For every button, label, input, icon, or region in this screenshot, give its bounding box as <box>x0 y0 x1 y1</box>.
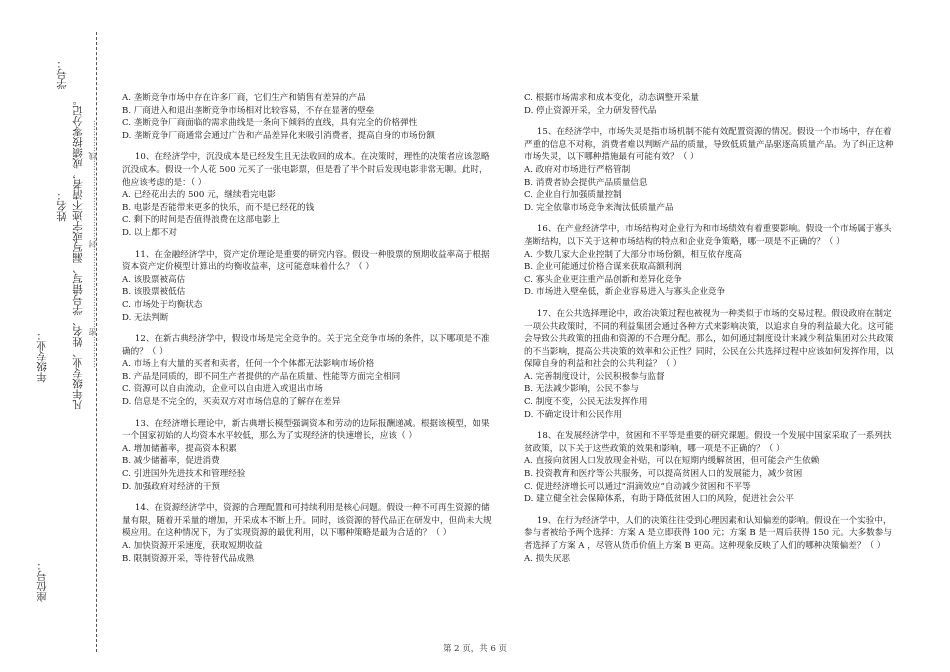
option: D. 不确定设计和公民作用 <box>524 409 622 420</box>
option: B. 企业可能通过价格合谋来获取高额利润 <box>524 262 682 273</box>
option: C. 资源可以自由流动，企业可以自由进入或退出市场 <box>122 384 323 395</box>
option: C. 根据市场需求和成本变化，动态调整开采量 <box>524 93 700 103</box>
binding-margin <box>0 0 120 672</box>
option: A. 政府对市场进行严格管制 <box>524 164 631 175</box>
question-10 <box>122 151 494 239</box>
binding-instruction: 凡年级专业、姓名、学号错写、漏写或字迹不清者，成绩按零分记。 <box>72 95 84 410</box>
option: A. 直接向贫困人口发放现金补贴，可以在短期内缓解贫困，但可能会产生依赖 <box>524 456 820 467</box>
option: D. 无法判断 <box>122 312 169 323</box>
left-column <box>122 92 494 574</box>
option: D. 完全依靠市场竞争来淘汰低质量产品 <box>524 202 674 213</box>
option: C. 寡头企业更注重产品创新和差异化竞争 <box>524 274 682 285</box>
question-stem: 13、在经济增长理论中，新古典增长模型强调资本和劳动的边际报酬递减。根据该模型，如果一个国家初始的人均资本水平较低，那么为了实现经济的快速增长，应该（ ） <box>122 418 490 442</box>
option: C. 引进国外先进技术和管理经验 <box>122 469 246 480</box>
option: C. 制度不变，公民无法发挥作用 <box>524 397 648 408</box>
question-stem: 19、在行为经济学中，人们的决策往往受到心理因素和认知偏差的影响。假设在一个实验中，参与者被给予两个选择：方案 A 是立即获得 100 元；方案 B 是一周后获得 150 元。大多数参与者选择了方案 A ，尽管从货币价值上方案 B 更高。这种现象反映了人们的哪种决策偏差？（ ） <box>524 515 892 551</box>
option: A. 少数几家大企业控制了大部分市场份额，相互依存度高 <box>524 249 742 260</box>
question-13 <box>122 418 494 494</box>
right-column <box>524 92 898 574</box>
option: A. 加快资源开采速度，获取短期收益 <box>122 541 263 551</box>
option: C. 市场处于均衡状态 <box>122 299 203 310</box>
option: A. 垄断竞争市场中存在许多厂商，它们生产和销售有差异的产品 <box>122 93 366 103</box>
question-14 <box>122 502 494 565</box>
option: B. 电影是否能带来更多的快乐，而不是已经花的钱 <box>122 202 315 213</box>
option: D. 市场进入壁垒低，新企业容易进入与寡头企业竞争 <box>524 287 726 298</box>
grade-major-label: 年级专业： <box>36 330 48 383</box>
option: B. 减少储蓄率，促进消费 <box>122 456 220 467</box>
question-stem: 17、在公共选择理论中，政治决策过程也被视为一种类似于市场的交易过程。假设政府在制定一项公共政策时，不同的利益集团会通过各种方式来影响决策，以追求自身的利益最大化。这可能会导致公共政策的扭曲和资源的不合理分配。那么，如何通过制度设计来减少利益集团对公共政策的不当影响，提高公共决策的效率和公正性？同时，公民在公共选择过程中应该如何发挥作用，以保障自身的利益和社会的公共利益？（ ） <box>524 308 894 370</box>
question-stem: 16、在产业经济学中，市场结构对企业行为和市场绩效有着重要影响。假设一个市场属于寡头垄断结构，以下关于这种市场结构的特点和企业竞争策略，哪一项是不正确的？（ ） <box>524 224 892 247</box>
option: A. 该股票被高估 <box>122 274 186 285</box>
question-stem: 11、在金融经济学中，资产定价理论是重要的研究内容。假设一种股票的预期收益率高于根据资本资产定价模型计算出的均衡收益率，这可能意味着什么？（ ） <box>122 249 490 273</box>
option: C. 企业自行加强质量控制 <box>524 190 622 201</box>
question-12 <box>122 333 494 409</box>
option: A. 完善制度设计，公民积极参与监督 <box>524 371 665 382</box>
question-15 <box>524 126 898 214</box>
option: B. 该股票被低估 <box>122 287 186 298</box>
option: B. 限制资源开采，等待替代品成熟 <box>122 553 255 564</box>
question-stem: 12、在新古典经济学中，假设市场是完全竞争的。关于完全竞争市场的条件，以下哪项是不准确的？（ ） <box>122 334 490 357</box>
option: A. 增加储蓄率，提高资本积累 <box>122 443 237 454</box>
option: C. 促进经济增长可以通过“涓滴效应”自动减少贫困和不平等 <box>524 481 751 492</box>
question-stem: 10、在经济学中，沉没成本是已经发生且无法收回的成本。在决策时，理性的决策者应该忽略沉没成本。假设一个人花 500 元买了一张电影票，但是看了半个时后发现电影非常无聊。此时，他应该考虑的是：（ ） <box>122 152 490 188</box>
page-number: 第 2 页，共 6 页 <box>442 644 508 654</box>
option: A. 损失厌恶 <box>524 553 571 564</box>
seat-label: 座位号： <box>36 560 48 602</box>
question-14-options-continued <box>524 92 898 117</box>
question-18 <box>524 430 898 506</box>
option: A. 已经花出去的 500 元，继续看完电影 <box>122 190 276 201</box>
option: B. 投资教育和医疗等公共服务，可以提高贫困人口的发展能力，减少贫困 <box>524 469 803 480</box>
student-id-label: 学号： <box>56 58 68 90</box>
question-stem: 14、在资源经济学中，资源的合理配置和可持续利用是核心问题。假设一种不可再生资源的储量有限，随着开采量的增加，开采成本不断上升。同时，该资源的替代品正在研发中，但尚未大规模应用。在这种情况下，为了实现资源的最优利用，以下哪种策略是最为合适的？（ ） <box>122 503 492 539</box>
option: D. 垄断竞争厂商通常会通过广告和产品差异化来吸引消费者，提高自身的市场份额 <box>122 130 435 141</box>
option: B. 无法减少影响，公民不参与 <box>524 384 639 395</box>
seal-line-text: …………密…………………………封…………………………线………… <box>88 120 97 368</box>
option: D. 信息是不完全的，买卖双方对市场信息的了解存在差异 <box>122 397 341 408</box>
option: A. 市场上有大量的买者和卖者，任何一个个体都无法影响市场价格 <box>122 359 375 370</box>
option: C. 剩下的时间是否值得浪费在这部电影上 <box>122 215 280 226</box>
option: D. 建立健全社会保障体系，有助于降低贫困人口的风险，促进社会公平 <box>524 494 794 505</box>
option: B. 厂商进入和退出垄断竞争市场相对比较容易，不存在显著的壁垒 <box>122 105 375 116</box>
question-16 <box>524 223 898 299</box>
option: D. 停止资源开采，全力研发替代品 <box>524 105 657 116</box>
option: B. 消费者协会提供产品质量信息 <box>524 177 648 188</box>
name-label: 姓名： <box>56 190 68 222</box>
option: B. 产品是同质的，即不同生产者提供的产品在质量、性能等方面完全相同 <box>122 371 401 382</box>
question-9-options <box>122 92 494 142</box>
question-19 <box>524 515 898 565</box>
option: D. 加强政府对经济的干预 <box>122 481 220 492</box>
question-17 <box>524 308 898 421</box>
question-stem: 18、在发展经济学中，贫困和不平等是重要的研究课题。假设一个发展中国家采取了一系列扶贫政策，以下关于这些政策的效果和影响，哪一项是不正确的？（ ） <box>524 431 892 454</box>
option: C. 垄断竞争厂商面临的需求曲线是一条向下倾斜的直线，具有完全的价格弹性 <box>122 118 418 129</box>
question-11 <box>122 249 494 325</box>
option: D. 以上都不对 <box>122 227 178 238</box>
question-stem: 15、在经济学中，市场失灵是指市场机制不能有效配置资源的情况。假设一个市场中，存在着严重的信息不对称，消费者难以判断产品的质量，导致低质量产品驱逐高质量产品。为了纠正这种市场失灵，以下哪种措施最有可能有效？（ ） <box>524 127 894 163</box>
